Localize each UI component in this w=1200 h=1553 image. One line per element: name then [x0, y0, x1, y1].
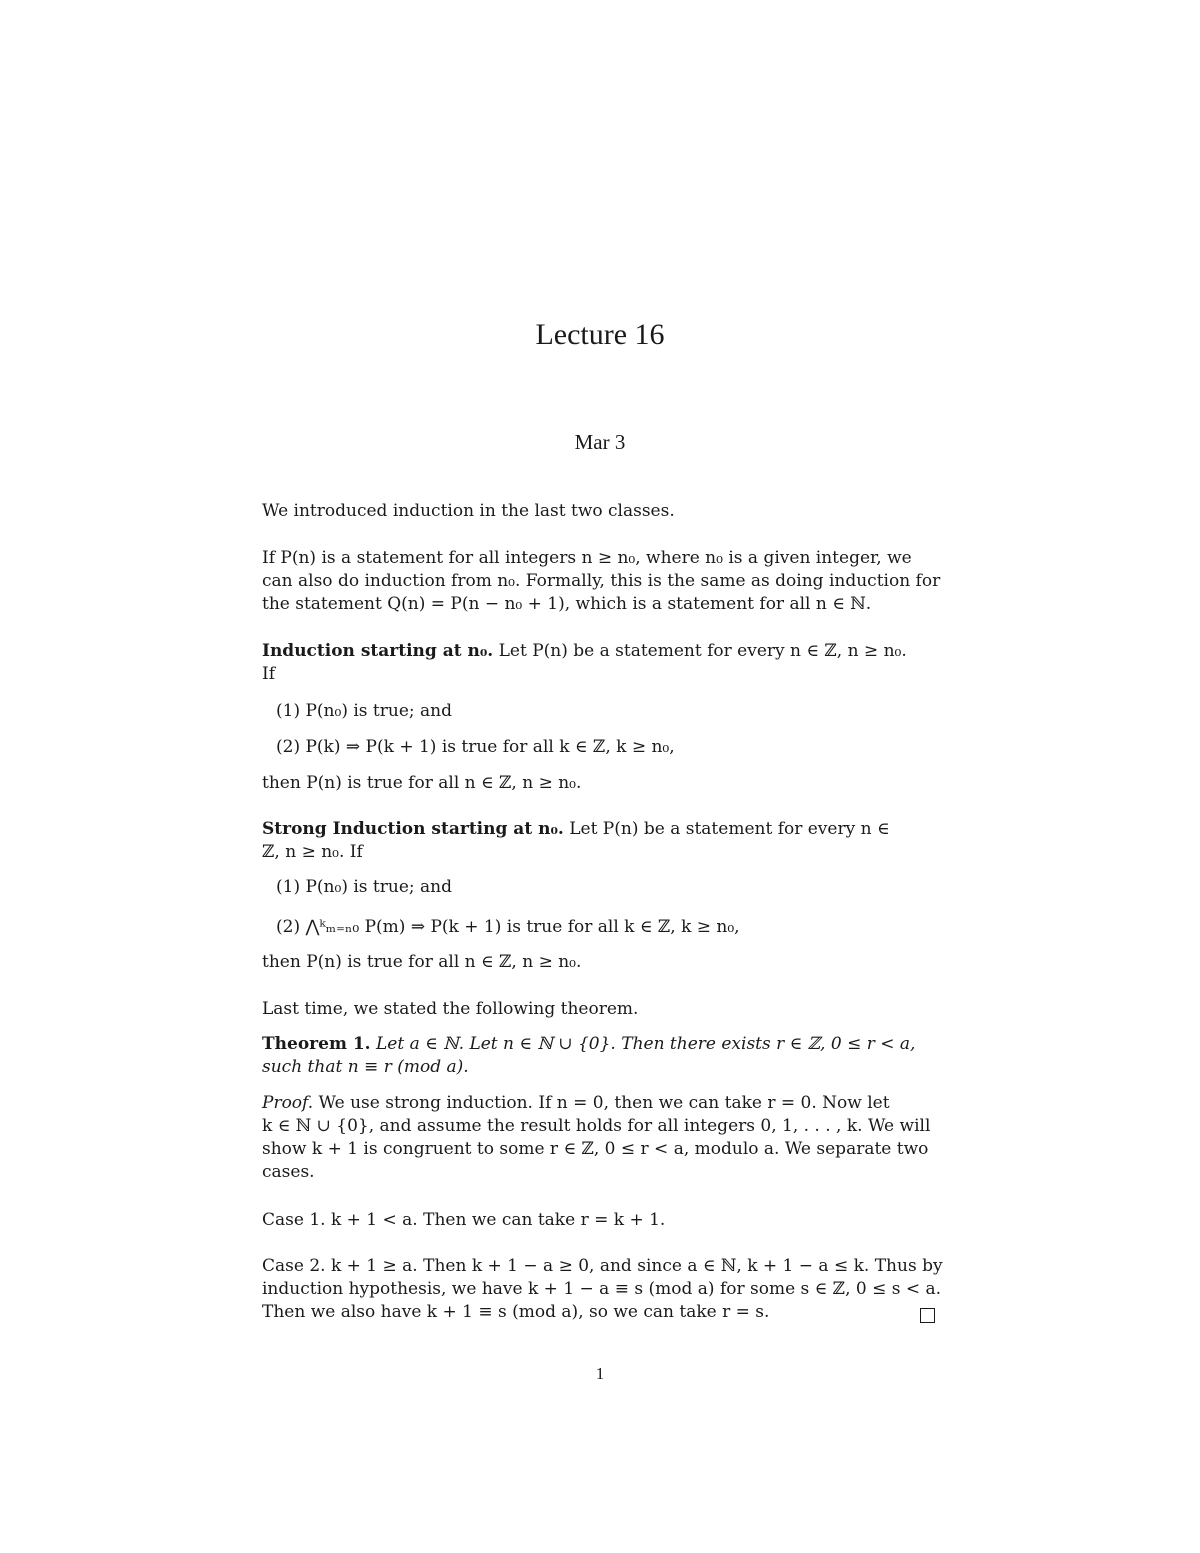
strong-text: Let P(n) be a statement for every n ∈	[563, 819, 890, 839]
theorem-label: Theorem 1.	[262, 1034, 371, 1054]
theorem-line1	[262, 1034, 938, 1054]
induction-conclusion: then P(n) is true for all n ∈ ℤ, n ≥ n₀.	[262, 773, 582, 793]
induction-item-1: (1) P(n₀) is true; and	[276, 701, 452, 721]
strong-text2: ℤ, n ≥ n₀. If	[262, 842, 363, 862]
strong-conclusion: then P(n) is true for all n ∈ ℤ, n ≥ n₀.	[262, 952, 582, 972]
theorem-line2: such that n ≡ r (mod a).	[262, 1057, 469, 1077]
lecture-date: Mar 3	[574, 430, 626, 454]
proof-text: We use strong induction. If n = 0, then we can take r = 0. Now let	[313, 1093, 890, 1113]
induction-definition	[262, 641, 938, 661]
strong-induction-definition	[262, 819, 938, 839]
proof-line4: cases.	[262, 1162, 315, 1182]
para1-line2: can also do induction from n₀. Formally, this is the same as doing induction for	[262, 571, 941, 591]
case2-line1: Case 2. k + 1 ≥ a. Then k + 1 − a ≥ 0, and since a ∈ ℕ, k + 1 − a ≤ k. Thus by	[262, 1256, 943, 1276]
intro-text: We introduced induction in the last two classes.	[262, 501, 675, 521]
qed-box-icon	[920, 1308, 935, 1323]
induction-item-2: (2) P(k) ⇒ P(k + 1) is true for all k ∈ ℤ, k ≥ n₀,	[276, 737, 675, 757]
proof-line2: k ∈ ℕ ∪ {0}, and assume the result holds for all integers 0, 1, . . . , k. We will	[262, 1116, 931, 1136]
last-time-text: Last time, we stated the following theorem.	[262, 999, 639, 1019]
proof-label: Proof.	[262, 1093, 314, 1113]
case1-text: Case 1. k + 1 < a. Then we can take r = k + 1.	[262, 1210, 666, 1230]
induction-text2: If	[262, 664, 276, 684]
proof-line1	[262, 1093, 938, 1113]
para1-line1: If P(n) is a statement for all integers n ≥ n₀, where n₀ is a given integer, we	[262, 548, 912, 568]
case2-line2: induction hypothesis, we have k + 1 − a ≡ s (mod a) for some s ∈ ℤ, 0 ≤ s < a.	[262, 1279, 942, 1299]
page-number: 1	[595, 1364, 605, 1383]
case2-line3: Then we also have k + 1 ≡ s (mod a), so we can take r = s.	[262, 1302, 770, 1322]
para1-line3: the statement Q(n) = P(n − n₀ + 1), which is a statement for all n ∈ ℕ.	[262, 594, 872, 614]
theorem-text: Let a ∈ ℕ. Let n ∈ ℕ ∪ {0}. Then there exists r ∈ ℤ, 0 ≤ r < a,	[370, 1034, 916, 1054]
strong-item-1: (1) P(n₀) is true; and	[276, 877, 452, 897]
strong-heading: Strong Induction starting at n₀.	[262, 819, 564, 839]
strong-item-2: (2) ⋀ᵏₘ₌ₙ₀ P(m) ⇒ P(k + 1) is true for all k ∈ ℤ, k ≥ n₀,	[276, 917, 740, 937]
induction-heading: Induction starting at n₀.	[262, 641, 494, 661]
lecture-title: Lecture 16	[535, 318, 665, 351]
induction-text: Let P(n) be a statement for every n ∈ ℤ, n ≥ n₀.	[493, 641, 907, 661]
proof-line3: show k + 1 is congruent to some r ∈ ℤ, 0 ≤ r < a, modulo a. We separate two	[262, 1139, 929, 1159]
